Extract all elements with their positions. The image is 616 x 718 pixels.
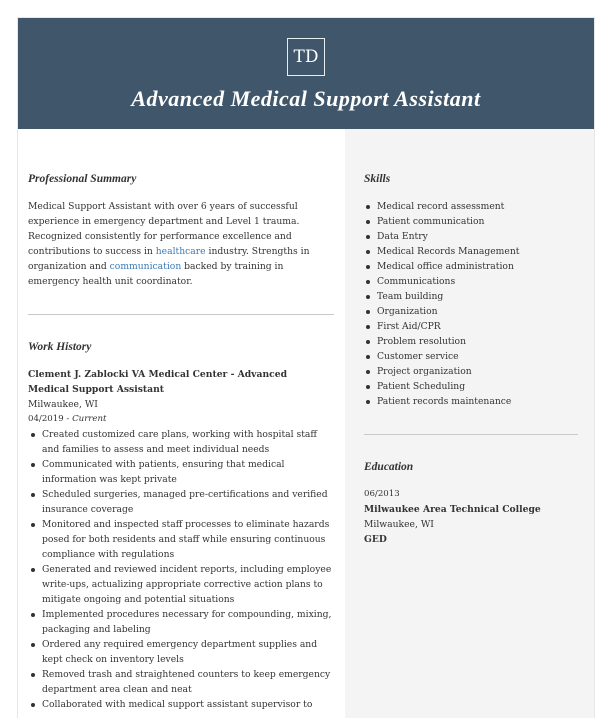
communication-link[interactable]: communication: [109, 261, 182, 272]
healthcare-link[interactable]: healthcare: [155, 246, 206, 257]
job-duties-list: [30, 427, 336, 712]
section-divider: [364, 434, 578, 435]
skill-item: Project organization: [365, 364, 585, 379]
list-item: Removed trash and straightened counters to keep emergency department area clean and neat: [30, 667, 336, 697]
job-end-date: Current: [72, 414, 107, 424]
resume-page: [18, 18, 594, 718]
list-item: Created customized care plans, working with hospital staff and families to assess and meet individual needs: [30, 427, 336, 457]
list-item: Ordered any required emergency department supplies and kept check on inventory levels: [30, 637, 336, 667]
skill-item: Customer service: [365, 349, 585, 364]
skill-item: Data Entry: [365, 229, 585, 244]
summary-text-part: Medical Support Assistant with over 6 years of successful experience in emergency department and Level 1 trauma. Recognized consistently for performance excellence and contributions to success in: [28, 201, 300, 257]
skill-item: Patient communication: [365, 214, 585, 229]
left-column: [18, 129, 345, 718]
work-history-heading: Work History: [28, 341, 92, 353]
list-item: Collaborated with medical support assistant supervisor to: [30, 697, 336, 712]
list-item: Communicated with patients, ensuring that medical information was kept private: [30, 457, 336, 487]
list-item: Generated and reviewed incident reports, including employee write-ups, actualizing appropriate corrective action plans to mitigate ongoing and potential situations: [30, 562, 336, 607]
summary-text: [28, 199, 328, 289]
skills-list: [365, 199, 585, 409]
right-column: [345, 129, 594, 718]
skill-item: Patient records maintenance: [365, 394, 585, 409]
job-dates: [28, 412, 106, 427]
summary-text-part: industry. Strengths in organization and: [28, 246, 310, 272]
skill-item: Medical office administration: [365, 259, 585, 274]
skill-item: Organization: [365, 304, 585, 319]
list-item: Monitored and inspected staff processes to eliminate hazards posed for both residents and staff while ensuring continuous compliance with regulations: [30, 517, 336, 562]
list-item: Implemented procedures necessary for compounding, mixing, packaging and labeling: [30, 607, 336, 637]
skill-item: Medical record assessment: [365, 199, 585, 214]
resume-title: Advanced Medical Support Assistant: [131, 86, 481, 111]
resume-header: [18, 18, 594, 129]
list-item: Scheduled surgeries, managed pre-certifications and verified insurance coverage: [30, 487, 336, 517]
skill-item: Problem resolution: [365, 334, 585, 349]
summary-text-part: backed by training in emergency health unit coordinator.: [28, 261, 284, 287]
education-location: Milwaukee, WI: [364, 519, 434, 530]
skill-item: Team building: [365, 289, 585, 304]
education-school: Milwaukee Area Technical College: [364, 504, 541, 515]
skill-item: Patient Scheduling: [365, 379, 585, 394]
skill-item: First Aid/CPR: [365, 319, 585, 334]
job-location: Milwaukee, WI: [28, 399, 98, 410]
job-title: Clement J. Zablocki VA Medical Center - Advanced Medical Support Assistant: [28, 369, 287, 395]
monogram-badge: TD: [287, 38, 325, 76]
skills-heading: Skills: [364, 173, 391, 185]
skill-item: Communications: [365, 274, 585, 289]
summary-heading: Professional Summary: [28, 173, 137, 185]
education-heading: Education: [364, 461, 414, 473]
job-start-date: 04/2019: [28, 414, 64, 424]
section-divider: [28, 314, 334, 315]
education-date: 06/2013: [364, 489, 400, 499]
skill-item: Medical Records Management: [365, 244, 585, 259]
education-degree: GED: [364, 534, 387, 545]
date-separator: -: [63, 414, 73, 424]
